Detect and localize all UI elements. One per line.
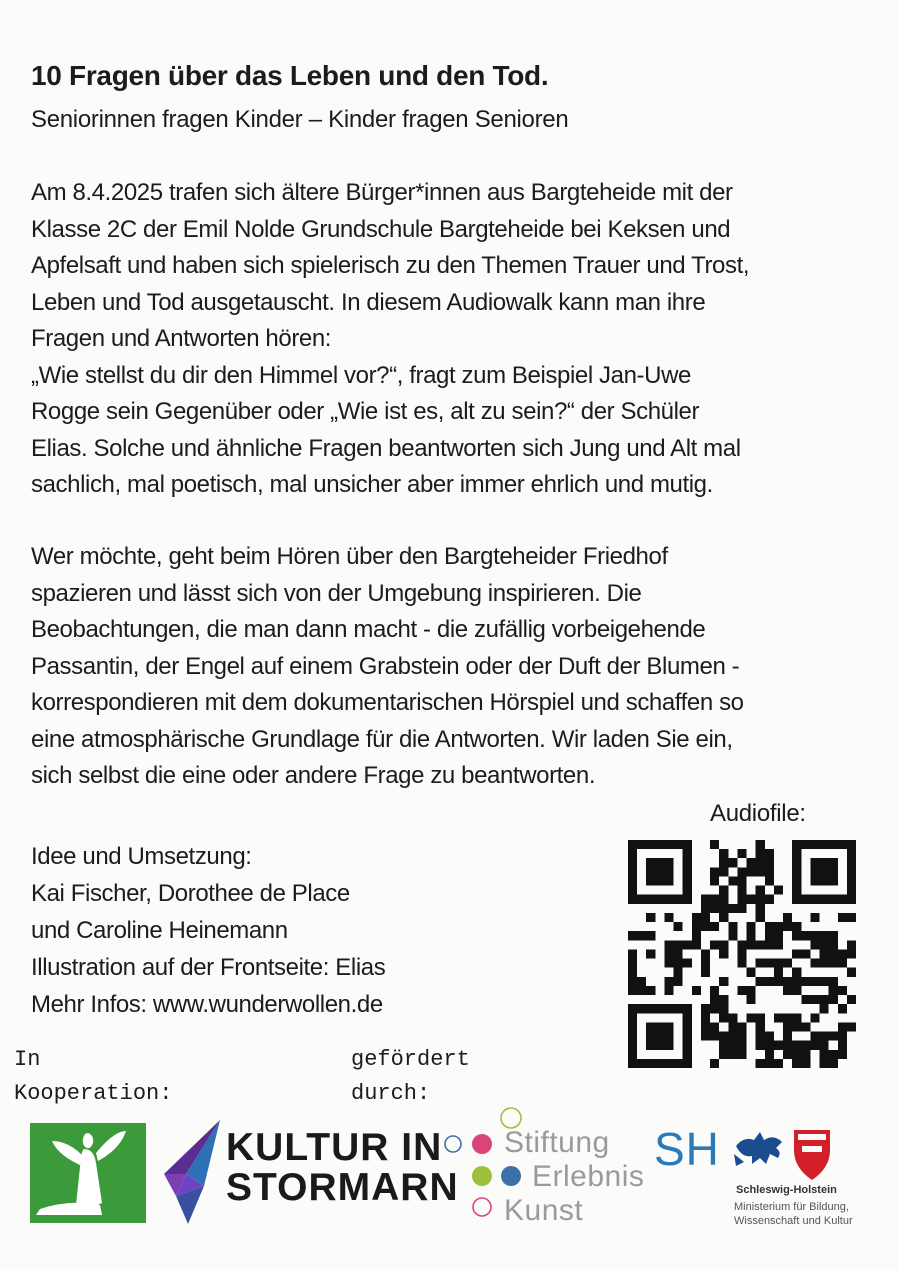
credits-line: Idee und Umsetzung: bbox=[31, 843, 252, 870]
intro-paragraph bbox=[31, 175, 871, 504]
credits-line: Mehr Infos: www.wunderwollen.de bbox=[31, 991, 383, 1018]
text-line: korrespondieren mit dem dokumentarischen Hörspiel und schaffen so bbox=[31, 689, 744, 716]
text-line: Klasse 2C der Emil Nolde Grundschule Bargteheide bei Keksen und bbox=[31, 215, 731, 243]
text-line: Passantin, der Engel auf einem Grabstein oder der Duft der Blumen - bbox=[31, 652, 740, 680]
text-line: sich selbst die eine oder andere Frage zu beantworten. bbox=[31, 762, 596, 789]
text-line: Apfelsaft und haben sich spielerisch zu den Themen Trauer und Trost, bbox=[31, 252, 750, 279]
audiofile-label: Audiofile: bbox=[710, 800, 806, 827]
credits-line: Kai Fischer, Dorothee de Place bbox=[31, 880, 350, 907]
label-line: gefördert bbox=[351, 1047, 470, 1072]
text-line: Fragen und Antworten hören: bbox=[31, 325, 332, 352]
schleswig-holstein-logo bbox=[650, 1120, 890, 1232]
sh-ministry bbox=[734, 1200, 853, 1228]
text-line: „Wie stellst du dir den Himmel vor?“, fragt zum Beispiel Jan-Uwe bbox=[31, 361, 691, 389]
text-line: Am 8.4.2025 trafen sich ältere Bürger*innen aus Bargteheide mit der bbox=[31, 179, 733, 206]
text-line: Leben und Tod ausgetauscht. In diesem Audiowalk kann man ihre bbox=[31, 288, 706, 316]
page-title: 10 Fragen über das Leben und den Tod. bbox=[31, 60, 549, 91]
credits bbox=[31, 838, 385, 1023]
angel-icon bbox=[30, 1123, 146, 1223]
angel-logo bbox=[30, 1123, 146, 1223]
label-line: durch: bbox=[351, 1081, 431, 1106]
page-subtitle: Seniorinnen fragen Kinder – Kinder fragen Senioren bbox=[31, 106, 569, 133]
text-line: Rogge sein Gegenüber oder „Wie ist es, alt zu sein?“ der Schüler bbox=[31, 398, 700, 425]
logo-line: Wissenschaft und Kultur bbox=[734, 1215, 853, 1227]
erlebnis-word: Erlebnis bbox=[532, 1160, 645, 1193]
stiftung-erlebnis-kunst-logo bbox=[440, 1106, 655, 1230]
text-line: Beobachtungen, die man dann macht - die zufällig vorbeigehende bbox=[31, 616, 706, 643]
credits-line: Illustration auf der Frontseite: Elias bbox=[31, 954, 386, 981]
text-line: Elias. Solche und ähnliche Fragen beantworten sich Jung und Alt mal bbox=[31, 434, 741, 462]
credits-line: und Caroline Heinemann bbox=[31, 917, 288, 944]
qr-code[interactable] bbox=[628, 840, 856, 1068]
logo-line: STORMARN bbox=[226, 1166, 459, 1209]
label-line: Kooperation: bbox=[14, 1081, 173, 1106]
walk-paragraph bbox=[31, 539, 871, 795]
sh-letters: SH bbox=[654, 1123, 720, 1175]
label-line: In bbox=[14, 1047, 41, 1072]
stiftung-word: Stiftung bbox=[504, 1126, 610, 1159]
coat-of-arms-icon bbox=[732, 1124, 842, 1184]
cooperation-label bbox=[14, 1043, 172, 1111]
kultur-arrow-icon bbox=[160, 1116, 224, 1228]
text-line: spazieren und lässt sich von der Umgebung inspirieren. Die bbox=[31, 579, 642, 607]
kultur-text bbox=[226, 1128, 459, 1208]
kunst-word: Kunst bbox=[504, 1194, 584, 1227]
logo-line: Ministerium für Bildung, bbox=[734, 1201, 849, 1213]
funded-label bbox=[351, 1043, 470, 1111]
sh-name: Schleswig-Holstein bbox=[736, 1184, 837, 1196]
text-line: sachlich, mal poetisch, mal unsicher aber immer ehrlich und mutig. bbox=[31, 471, 713, 498]
text-line: eine atmosphärische Grundlage für die Antworten. Wir laden Sie ein, bbox=[31, 725, 733, 753]
logo-line: KULTUR IN bbox=[226, 1126, 443, 1169]
kultur-in-stormarn-logo bbox=[160, 1116, 459, 1228]
text-line: Wer möchte, geht beim Hören über den Bargteheider Friedhof bbox=[31, 543, 668, 570]
